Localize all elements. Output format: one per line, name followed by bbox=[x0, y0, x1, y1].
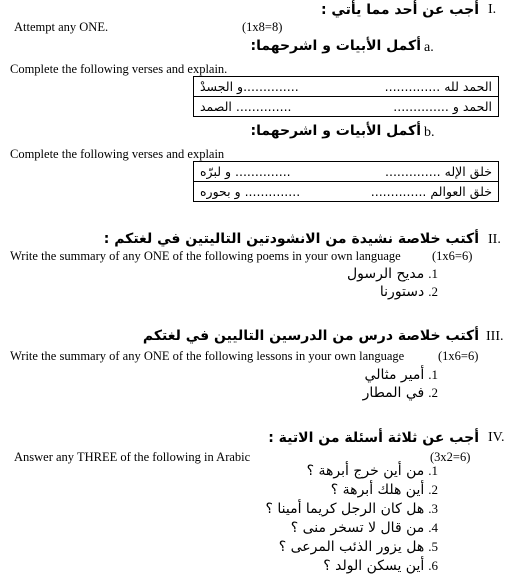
list-item: 1.مديح الرسول bbox=[347, 266, 438, 282]
section-4-number: IV. bbox=[488, 430, 505, 445]
section-3-instruction: Write the summary of any ONE of the following lessons in your own language bbox=[10, 349, 405, 363]
list-item: 5.هل يزور الذئب المرعى ؟ bbox=[278, 539, 438, 555]
section-1-marks: (1x8=8) bbox=[242, 20, 283, 34]
part-a-verses-table bbox=[193, 76, 499, 117]
verse-first-half: الحمد لله .............. bbox=[384, 79, 492, 94]
verse-second-half: .............. و بحوره bbox=[200, 184, 301, 199]
section-3-arabic-title: أكتب خلاصة درس من الدرسين التاليين في لغتكم bbox=[142, 328, 479, 344]
list-item: 6.أين يسكن الولد ؟ bbox=[323, 558, 438, 574]
section-3-list bbox=[330, 367, 438, 407]
list-item: 3.هل كان الرجل كريما أمينا ؟ bbox=[265, 501, 438, 517]
list-item: 1.أمير مثالي bbox=[364, 367, 438, 383]
list-item: 2.أين هلك أبرهة ؟ bbox=[330, 482, 438, 498]
section-1-arabic-title: أجب عن أحد مما يأتي : bbox=[320, 2, 479, 18]
verse-second-half: .............. و لبرّه bbox=[200, 164, 291, 179]
section-2-arabic-title: أكتب خلاصة نشيدة من الانشودتين التاليتين في لغتكم : bbox=[103, 231, 479, 247]
part-a-label: a. bbox=[424, 40, 434, 55]
verse-first-half: خلق العوالم .............. bbox=[370, 184, 492, 199]
section-3-number: III. bbox=[486, 329, 504, 344]
part-a-arabic-title: أكمل الأبيات و اشرحهما: bbox=[250, 38, 421, 54]
part-b-arabic-title: أكمل الأبيات و اشرحهما: bbox=[250, 123, 421, 139]
section-4-instruction: Answer any THREE of the following in Arabic bbox=[14, 450, 251, 464]
verse-second-half: .............. الصمد bbox=[200, 99, 292, 114]
verse-first-half: الحمد و .............. bbox=[393, 99, 492, 114]
section-4-question-list bbox=[240, 463, 438, 581]
part-b-label: b. bbox=[424, 125, 435, 140]
list-item: 1.من أين خرج أبرهة ؟ bbox=[306, 463, 438, 479]
section-4-arabic-title: أجب عن ثلاثة أسئلة من الاتية : bbox=[268, 430, 479, 446]
verse-row bbox=[194, 97, 499, 117]
verse-row bbox=[194, 162, 499, 182]
list-item: 4.من قال لا تسخر منى ؟ bbox=[290, 520, 438, 536]
section-2-marks: (1x6=6) bbox=[432, 249, 473, 263]
section-3-marks: (1x6=6) bbox=[438, 349, 479, 363]
list-item: 2.دستورنا bbox=[379, 284, 438, 300]
section-4-marks: (3x2=6) bbox=[430, 450, 471, 464]
verse-row bbox=[194, 182, 499, 202]
section-1-instruction: Attempt any ONE. bbox=[14, 20, 109, 34]
section-2-list bbox=[330, 266, 438, 306]
verse-row bbox=[194, 77, 499, 97]
verse-second-half: ..............و الجسدْ bbox=[200, 79, 299, 94]
list-item: 2.في المطار bbox=[362, 385, 438, 401]
part-b-instruction: Complete the following verses and explain bbox=[10, 147, 225, 161]
section-2-number: II. bbox=[488, 232, 501, 247]
part-b-verses-table bbox=[193, 161, 499, 202]
verse-first-half: خلق الإله .............. bbox=[385, 164, 492, 179]
section-2-instruction: Write the summary of any ONE of the following poems in your own language bbox=[10, 249, 401, 263]
part-a-instruction: Complete the following verses and explain. bbox=[10, 62, 228, 76]
section-1-number: I. bbox=[488, 2, 497, 17]
